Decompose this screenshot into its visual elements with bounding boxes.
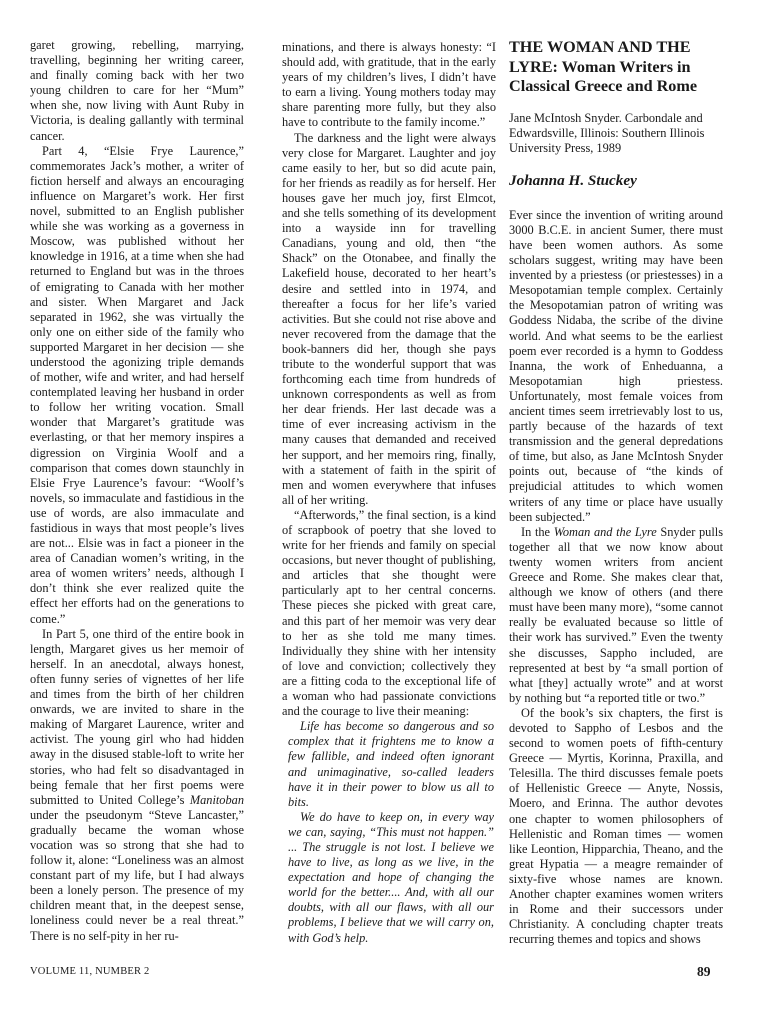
text-column-middle bbox=[282, 40, 496, 946]
italic-title: Woman and the Lyre bbox=[553, 524, 657, 539]
review-column bbox=[509, 38, 723, 947]
reviewer-name: Johanna H. Stuckey bbox=[509, 171, 637, 189]
paragraph: Of the book’s six chapters, the first is devoted to Sappho of Lesbos and the second to women poets of fifth-century Greece — Myrtis, Korinna, Praxilla, and Telesilla. The third discusses female poets of Hellenistic Greece — Anyte, Nossis, Moero, and Erinna. The author devotes one chapter to women philosophers of Hellenistic and Roman times — women like Leontion, Hipparchia, Theano, and the great Hypatia — a meagre remainder of sixty-five whose names are known. Another chapter examines women writers in Rome and their successors under Christianity. A concluding chapter treats recurring themes and topics and shows bbox=[509, 705, 723, 947]
block-quote: Life has become so dangerous and so complex that it frightens me to know a few fallible, and indeed often ignorant and unimaginative, so-called leaders have it in their power to blow us all to bits. bbox=[288, 719, 494, 809]
page-number: 89 bbox=[697, 964, 711, 979]
paragraph bbox=[30, 627, 244, 944]
italic-title: Manitoban bbox=[189, 792, 244, 807]
text-run: In Part 5, one third of the entire book in length, Margaret gives us her memoir of herself. In an anecdotal, always honest, often funny series of vignettes of her life and times from the birth of her children onwards, we are invited to share in the making of Margaret Laurence, writer and activist. The young girl who had hidden away in the disused stable-loft to write her stories, who had felt so disadvantaged in being female that her first poems were submitted to United College’s bbox=[30, 626, 244, 807]
paragraph: minations, and there is always honesty: “I should add, with gratitude, that in the early years of my children’s lives, I didn’t have to earn a living. Young mothers today may share parenting more fully, but they also have to contribute to the family income.” bbox=[282, 40, 496, 130]
paragraph: Part 4, “Elsie Frye Laurence,” commemorates Jack’s mother, a writer of fiction herself and always an encouraging influence on Margaret’s work. Her first novel, submitted to an English publisher while she was working as a governess in Moscow, was published without her knowledge in 1916, at a time when she had returned to England but was in the throes of emigrating to Canada with her mother and sister. When Margaret and Jack separated in 1962, she was virtually the only one on either side of the family who supported Margaret in her decision — she understood the agonizing triple demands of mother, wife and writer, and had herself contemplated leaving her husband in order to follow her writing vocation. Small wonder that Margaret’s gratitude was everlasting, or that her memory inspires a digression on Virginia Woolf and a comparison that comes down staunchly in Elsie Frye Laurence’s favour: “Woolf’s novels, so immaculate and fastidious in the use of words, are also immaculate and fastidious in ways that most people’s lives are not... Elsie was in fact a pioneer in the area of Canadian women’s writing, in the area of women writers’ needs, although I don’t think she ever realized quite the effect her efforts had on the generations to come.” bbox=[30, 143, 244, 626]
text-run: under the pseudonym “Steve Lancaster,” gradually became the woman whose vocation was so strong that she had to follow it, alone: “Loneliness was an almost constant part of my life, but I had always been a lonely person. The presence of my children meant that, in the deepest sense, loneliness could never be a real threat.” There is no self-pity in her ru- bbox=[30, 807, 244, 943]
paragraph: The darkness and the light were always very close for Margaret. Laughter and joy came easily to her, but so did acute pain, for her friends as readily as for herself. Her houses gave her much joy, first Elmcot, and she tells something of its development into a wayside inn for travelling Canadians, young and old, then “the Shack” on the Otonabee, and finally the Lakefield house, decorated to her heart’s desire and settled into in 1974, and thereafter a focus for her life’s varied activities. But she could not rise above and never recovered from the damage that the book-banners did her, though she pays tribute to the wonderful support that was forthcoming each time from hundreds of unknown correspondents as well as from her dear friends. Her last decade was a time of ever increasing activism in the many causes that demanded and received her support, and her memoirs ring, finally, with a statement of faith in the spirit of men and women everywhere that infuses all of her writing. bbox=[282, 130, 496, 507]
paragraph: Ever since the invention of writing around 3000 B.C.E. in ancient Sumer, there must have been women authors. As some scholars suggest, writing may have been invented by a priestess (or priestesses) in a Mesopotamian temple complex. Certainly the Mesopotamian patron of writing was Goddess Nidaba, the scribe of the divine world. And what seems to be the earliest poem ever recorded is a hymn to Goddess Inanna, the work of Enheduanna, a Mesopotamian high priestess. Unfortunately, most female voices from ancient times seem irretrievably lost to us, partly because of the hazards of text transmission and the general depredations of time, but also, as Jane McIntosh Snyder points out, because of “the kinds of prejudicial attitudes to which women writers of any time or place have usually been subjected.” bbox=[509, 207, 723, 524]
paragraph: garet growing, rebelling, marrying, travelling, beginning her writing career, and finally coming back with her two young children to care for her “Mum” when she, now living with Aunt Ruby in Victoria, is dealing gallantly with terminal cancer. bbox=[30, 38, 244, 143]
text-run: In the bbox=[521, 524, 554, 539]
block-quote: We do have to keep on, in every way we can, saying, “This must not happen.” ... The struggle is not lost. I believe we have to live, as long as we live, in the expectation and hope of changing the world for the better.... And, with all our doubts, with all our flaws, with all our problems, I believe that we will carry on, with God’s help. bbox=[288, 809, 494, 945]
review-title: THE WOMAN AND THE LYRE: Woman Writers in Classical Greece and Rome bbox=[509, 38, 698, 95]
paragraph bbox=[509, 525, 723, 706]
text-column-left bbox=[30, 38, 244, 944]
paragraph: “Afterwords,” the final section, is a kind of scrapbook of poetry that she loved to write for her friends and family on special occasions, but never thought of publishing, and articles that she thought were particularly apt to her central concerns. These pieces she picked with great care, and this part of her memoir was very dear to her as she told me many times. Individually they shine with her intensity of love and conviction; collectively they are a fitting coda to the exceptional life of a woman who had passionate convictions and the courage to live their meaning: bbox=[282, 507, 496, 719]
volume-footer: VOLUME 11, NUMBER 2 bbox=[30, 966, 150, 977]
text-run: Snyder pulls together all that we now know about twenty women writers from ancient Greece and Rome. She makes clear that, although we know of others (and there must have been many more), “some cannot really be evaluated because so little of their work has survived.” Even the twenty she discusses, Sappho included, are represented at best by “a small portion of what [they] actually wrote” and at worst by nothing but “a reported title or two.” bbox=[509, 524, 723, 705]
bibliographic-info: Jane McIntosh Snyder. Carbondale and Edwardsville, Illinois: Southern Illinois University Press, 1989 bbox=[509, 110, 705, 155]
